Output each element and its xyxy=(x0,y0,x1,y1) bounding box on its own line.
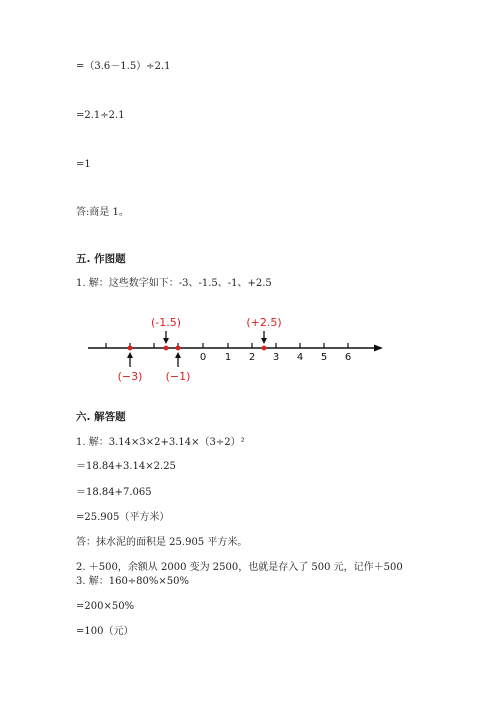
point-neg-3 xyxy=(128,346,133,351)
calc-line-3: =1 xyxy=(76,159,91,170)
answer-line-1: 答:商是 1。 xyxy=(76,207,129,218)
tick-label-2: 2 xyxy=(248,352,256,363)
section-5-question-1: 1. 解：这些数字如下：-3、-1.5、-1、+2.5 xyxy=(76,278,272,289)
section-6-step-2: ＝18.84+7.065 xyxy=(76,487,152,498)
point-neg-1-5 xyxy=(164,346,169,351)
tick-label-1: 1 xyxy=(224,352,232,363)
axis-arrow-icon xyxy=(374,345,383,352)
label-neg-3: (−3) xyxy=(117,370,143,383)
section-6-step-1: ＝18.84+3.14×2.25 xyxy=(76,461,176,472)
arrow-down-icon xyxy=(163,338,169,344)
tick-label-5: 5 xyxy=(320,352,328,363)
section-5-heading: 五. 作图题 xyxy=(76,253,126,265)
arrow-up-icon xyxy=(175,352,181,358)
section-6-answer-1: 答：抹水泥的面积是 25.905 平方米。 xyxy=(76,537,248,548)
section-6-heading: 六. 解答题 xyxy=(76,411,126,423)
arrow-up-icon xyxy=(127,352,133,358)
section-6-step-5: =100（元） xyxy=(76,626,134,637)
labeled-ticks xyxy=(203,343,348,348)
point-neg-1 xyxy=(176,346,181,351)
section-6-question-1: 1. 解：3.14×3×2+3.14×（3÷2）² xyxy=(76,437,245,448)
tick-label-0: 0 xyxy=(199,352,207,363)
calc-line-2: =2.1÷2.1 xyxy=(76,110,125,121)
arrow-down-icon xyxy=(261,338,267,344)
section-6-question-3: 3. 解：160÷80%×50% xyxy=(76,576,190,587)
section-6-step-3: =25.905（平方米） xyxy=(76,512,170,523)
label-pos-2-5: (+2.5) xyxy=(246,316,282,329)
label-neg-1: (−1) xyxy=(165,370,191,383)
section-6-step-4: =200×50% xyxy=(76,601,135,612)
tick-label-6: 6 xyxy=(344,352,352,363)
section-6-question-2: 2. ＋500，余额从 2000 变为 2500，也就是存入了 500 元，记作＋500 xyxy=(76,562,403,573)
tick-label-4: 4 xyxy=(296,352,304,363)
point-pos-2-5 xyxy=(262,346,267,351)
number-line-figure xyxy=(0,305,500,390)
label-neg-1-5: (-1.5) xyxy=(150,316,182,329)
tick-label-3: 3 xyxy=(272,352,280,363)
calc-line-1: =（3.6－1.5）÷2.1 xyxy=(76,61,171,72)
